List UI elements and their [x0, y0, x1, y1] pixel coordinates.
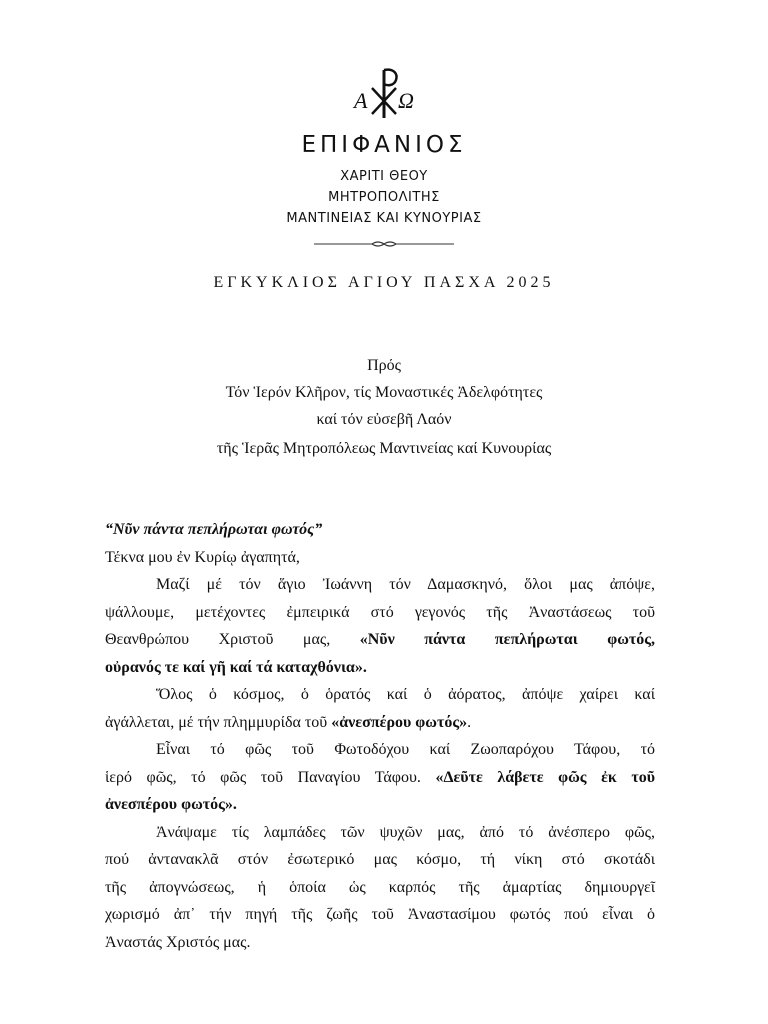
paragraph-line: πού ἀντανακλᾶ στόν ἐσωτερικό μας κόσμο, τή νίκη στό σκοτάδι	[105, 851, 655, 868]
paragraph-line: χωρισμό ἀπ᾽ τήν πηγή τῆς ζωῆς τοῦ Ἀναστασίμου φωτός πού εἶναι ὁ	[105, 906, 655, 923]
paragraph-line: ἀγάλλεται, μέ τήν πλημμυρίδα τοῦ «ἀνεσπέρου φωτός».	[105, 713, 472, 731]
signature-line-grace: ΧΑΡΙΤΙ ΘΕΟΥ	[340, 169, 428, 184]
ornamental-divider	[312, 236, 456, 246]
paragraph-line: τῆς ἀπογνώσεως, ἡ ὁποία ὡς καρπός τῆς ἁμαρτίας δημιουργεῖ	[105, 878, 655, 896]
paragraph-line: Εἶναι τό φῶς τοῦ Φωτοδόχου καί Ζωοπαρόχου Τάφου, τό	[156, 741, 655, 758]
signature-line-title: ΜΗΤΡΟΠΟΛΙΤΗΣ	[328, 190, 440, 205]
paragraph-line: οὐρανός τε καί γῆ καί τά καταχθόνια».	[105, 658, 367, 676]
paragraph-line: ἱερό φῶς, τό φῶς τοῦ Παναγίου Τάφου. «Δεῦτε λάβετε φῶς ἐκ τοῦ	[105, 768, 656, 786]
paragraph-line: Ἀναστάς Χριστός μας.	[105, 933, 251, 951]
paragraph-line: Ἀνάψαμε τίς λαμπάδες τῶν ψυχῶν μας, ἀπό τό ἀνέσπερο φῶς,	[156, 823, 655, 841]
epigraph: “Νῦν πάντα πεπλήρωται φωτός”	[105, 521, 323, 538]
letter-body	[105, 516, 655, 956]
chi-rho-alpha-omega-icon	[344, 62, 424, 122]
signature-line-see: ΜΑΝΤΙΝΕΙΑΣ ΚΑΙ ΚΥΝΟΥΡΙΑΣ	[286, 211, 482, 226]
address-line: Τόν Ἱερόν Κλῆρον, τίς Μοναστικές Ἀδελφότητες	[225, 384, 543, 401]
omega-letter: Ω	[398, 88, 414, 113]
paragraph-line: Θεανθρώπου Χριστοῦ μας, «Νῦν πάντα πεπλήρωται φωτός,	[105, 631, 656, 648]
address-line: Πρός	[367, 357, 401, 374]
paragraph-line: ἀνεσπέρου φωτός».	[105, 796, 237, 813]
greeting: Τέκνα μου ἐν Κυρίῳ ἀγαπητά,	[105, 548, 300, 566]
address-line: καί τόν εὐσεβῆ Λαόν	[316, 411, 452, 428]
bishop-name: ΕΠΙΦΑΝΙΟΣ	[301, 132, 467, 158]
alpha-letter: Α	[354, 88, 368, 113]
document-title: ΕΓΚΥΚΛΙΟΣ ΑΓΙΟΥ ΠΑΣΧΑ 2025	[213, 274, 555, 291]
paragraph-line: Ὅλος ὁ κόσμος, ὁ ὁρατός καί ὁ ἀόρατος, ἀπόψε χαίρει καί	[156, 686, 655, 703]
paragraph-line: ψάλλουμε, μετέχοντες ἐμπειρικά στό γεγονός τῆς Ἀναστάσεως τοῦ	[105, 603, 655, 621]
address-line: τῆς Ἱερᾶς Μητροπόλεως Μαντινείας καί Κυνουρίας	[216, 440, 552, 457]
paragraph-line: Μαζί μέ τόν ἅγιο Ἰωάννη τόν Δαμασκηνό, ὅλοι μας ἀπόψε,	[156, 576, 655, 593]
